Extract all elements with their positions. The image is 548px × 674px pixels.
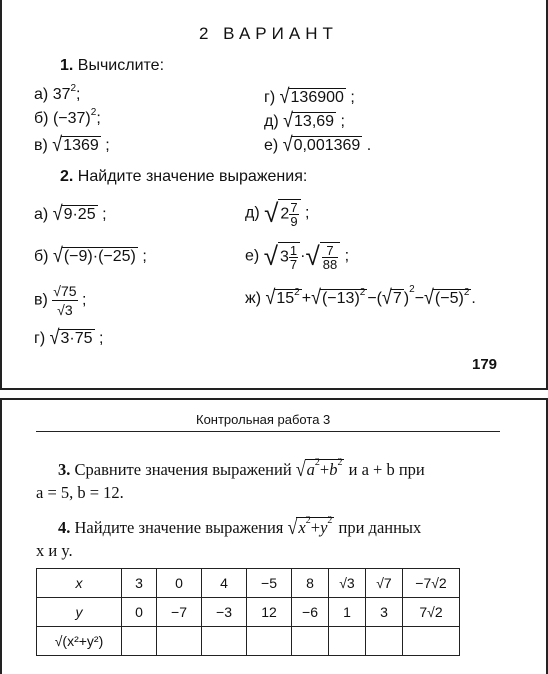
table-cell: 3 [366,598,403,627]
table-cell: √3 [329,569,366,598]
task1-item-b: б) $(-37)^2$; [34,107,101,127]
table-cell: 0 [122,598,157,627]
table-cell: √(x²+y²) [37,627,122,656]
task3-line2: a = 5, b = 12. [36,483,124,502]
table-cell [122,627,157,656]
table-cell [247,627,292,656]
running-header: Контрольная работа 3 [196,412,331,427]
table-cell [366,627,403,656]
task2-item-a: а) √9·25 ; [34,201,107,225]
task2-item-v: в) $\frac{√75}{√3}$ ; [34,283,87,318]
table-cell: −6 [292,598,329,627]
table-cell: x [37,569,122,598]
table-row-x [37,569,460,598]
table-cell: −5 [247,569,292,598]
task2-heading: 2. Найдите значение выражения: [60,168,308,185]
table-cell: 8 [292,569,329,598]
variant-title: 2 ВАРИАНТ [199,24,338,43]
task2-item-d: д) √ 2 $\frac{7}{9}$ ; [245,198,310,229]
task2-item-g: г) √3·75 ; [34,325,104,349]
task2-item-zh: ж) $√15^2 +√(-13)^2 -(√7$ )$^2-√(-5)^2$ . [245,284,476,309]
table-cell: −3 [202,598,247,627]
task4-line2: x и y. [36,541,73,560]
table-cell: −7√2 [403,569,460,598]
task1-item-a: а) $37^2$; [34,83,81,103]
task1-item-e: е) √0,001369 . [264,132,372,156]
table-cell: −7 [157,598,202,627]
table-cell: 4 [202,569,247,598]
task2-item-b: б) √(−9)·(−25) ; [34,243,147,267]
task1-item-d: д) √13,69 ; [264,108,345,132]
table-cell: 7√2 [403,598,460,627]
table-row-result [37,627,460,656]
task1-heading: 1. Вычислите: [60,57,165,74]
table-cell: 12 [247,598,292,627]
task1-item-g: г) √136900 ; [264,84,355,108]
task3-line1: 3. Сравните значения выражений $√a^2+b^2$ и a + b при [58,457,425,481]
table-cell: 1 [329,598,366,627]
table-cell [403,627,460,656]
task4-line1: 4. Найдите значение выражения $√x^2+y^2$ при данных [58,515,422,539]
page-number: 179 [472,356,498,373]
task1-item-v: в) √1369 ; [34,132,110,156]
table-row-y [37,598,460,627]
table-cell [329,627,366,656]
table-cell [292,627,329,656]
header-rule [36,431,500,432]
table-cell: 0 [157,569,202,598]
table-cell: √7 [366,569,403,598]
table-cell [157,627,202,656]
table-cell [202,627,247,656]
values-table [36,568,460,656]
task2-item-e: е) √ 3 $\frac{1}{7}$ ·√ $\frac{7}{88}$ ; [245,241,350,272]
table-cell: 3 [122,569,157,598]
table-cell: y [37,598,122,627]
